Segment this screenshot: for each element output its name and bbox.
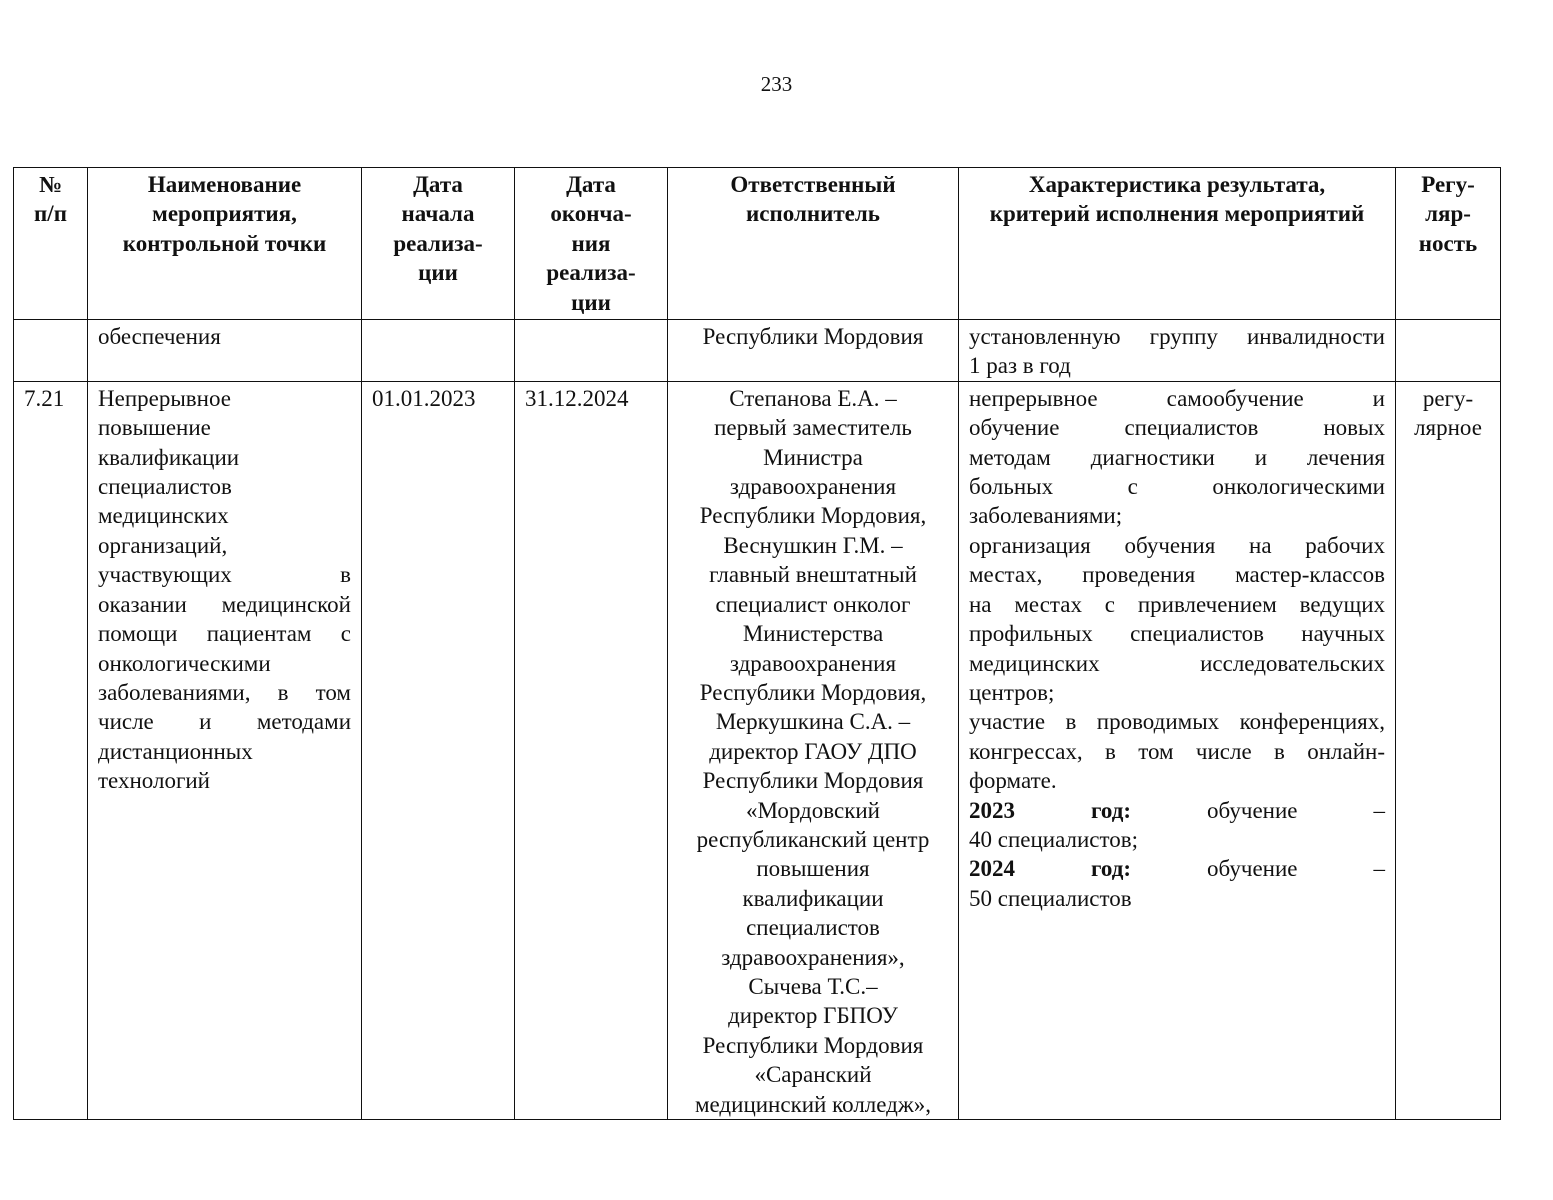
- cell-start-date: 01.01.2023: [362, 381, 515, 1119]
- cell-number: [14, 320, 88, 382]
- cell-result: непрерывное самообучение и обучение специалистов новых методам диагностики и лечения больных с онкологическими заболеваниями; организация обучения на рабочих местах, проведения мастер-классов на местах с привлечением ведущих профильных специалистов научных медицинских исследовательских центров; участие в проводимых конференциях, конгрессах, в том числе в онлайн- формате. 2023 год: обучение – 40 специалистов; 2024 год: обучение – 50 специалистов: [959, 381, 1396, 1119]
- header-responsible: Ответственный исполнитель: [668, 168, 959, 320]
- cell-number: 7.21: [14, 381, 88, 1119]
- page-number: 233: [760, 72, 793, 96]
- header-regularity: Регу- ляр- ность: [1396, 168, 1501, 320]
- cell-event-name: Непрерывное повышение квалификации специалистов медицинских организаций, участвующих в оказании медицинской помощи пациентам с онкологическими заболеваниями, в том числе и методами дистанционных технологий: [88, 381, 362, 1119]
- header-number: № п/п: [14, 168, 88, 320]
- cell-responsible: Степанова Е.А. – первый заместитель Министра здравоохранения Республики Мордовия, Веснушкин Г.М. – главный внештатный специалист онколог Министерства здравоохранения Республики Мордовия, Меркушкина С.А. – директор ГАОУ ДПО Республики Мордовия «Мордовский республиканский центр повышения квалификации специалистов здравоохранения», Сычева Т.С.– директор ГБПОУ Республики Мордовия «Саранский медицинский колледж»,: [668, 381, 959, 1119]
- events-table: [13, 167, 1501, 1120]
- target-2023-line: 2023 год: обучение –: [969, 797, 1385, 823]
- header-row: [14, 168, 1501, 320]
- cell-end-date: 31.12.2024: [515, 381, 668, 1119]
- cell-end-date: [515, 320, 668, 382]
- header-result: Характеристика результата, критерий исполнения мероприятий: [959, 168, 1396, 320]
- cell-start-date: [362, 320, 515, 382]
- target-2024-line: 2024 год: обучение –: [969, 856, 1385, 882]
- header-event-name: Наименование мероприятия, контрольной точки: [88, 168, 362, 320]
- header-end-date: Дата оконча- ния реализа- ции: [515, 168, 668, 320]
- cell-regularity: регу- лярное: [1396, 381, 1501, 1119]
- cell-responsible: Республики Мордовия: [668, 320, 959, 382]
- table-row-7-21: [14, 381, 1501, 1119]
- table-row-continuation: [14, 320, 1501, 382]
- cell-regularity: [1396, 320, 1501, 382]
- header-start-date: Дата начала реализа- ции: [362, 168, 515, 320]
- cell-event-name: обеспечения: [88, 320, 362, 382]
- cell-result: установленную группу инвалидности 1 раз в год: [959, 320, 1396, 382]
